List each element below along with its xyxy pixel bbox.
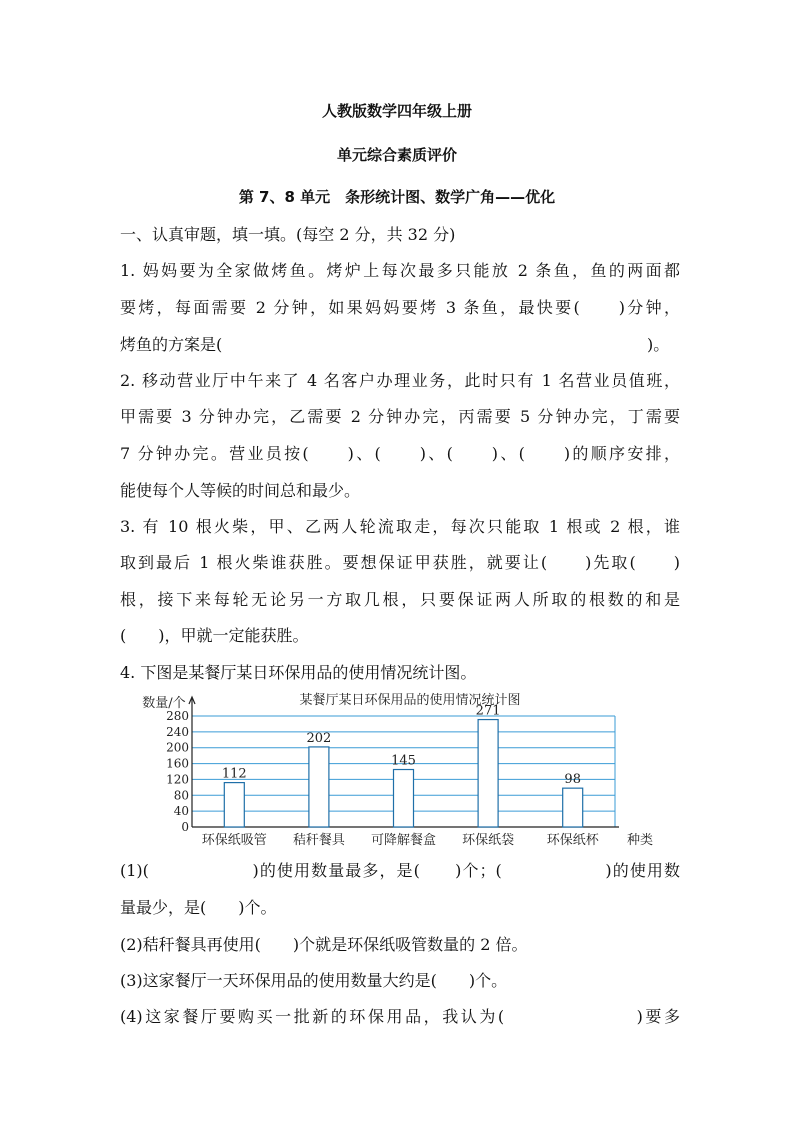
q4-part3: (3)这家餐厅一天环保用品的使用数量大约是( )个。 <box>120 971 508 990</box>
category-label: 环保纸杯 <box>546 833 599 848</box>
q2-line-2: 甲需要 3 分钟办完，乙需要 2 分钟办完，丙需要 5 分钟办完，丁需要 <box>120 407 680 426</box>
assessment-title: 单元综合素质评价 <box>336 146 457 164</box>
q1-line-1: 1. 妈妈要为全家做烤鱼。烤炉上每次最多只能放 2 条鱼，鱼的两面都 <box>120 261 680 280</box>
q4-part2: (2)秸秆餐具再使用( )个就是环保纸吸管数量的 2 倍。 <box>120 935 528 954</box>
category-label: 环保纸吸管 <box>201 833 267 848</box>
q4-part1-line-2: 量最少，是( )个。 <box>120 898 277 917</box>
y-tick-label: 40 <box>173 804 189 819</box>
y-tick-label: 240 <box>166 724 189 739</box>
q2-line-1: 2. 移动营业厅中午来了 4 名客户办理业务，此时只有 1 名营业员值班， <box>120 371 680 390</box>
section-heading: 一、认真审题，填一填。(每空 2 分，共 32 分) <box>120 225 456 244</box>
bar <box>224 783 244 827</box>
y-axis-label: 数量/个 <box>142 696 186 711</box>
bar-value-label: 145 <box>391 753 416 769</box>
book-title: 人教版数学四年级上册 <box>321 102 472 120</box>
q4-part4: (4)这家餐厅要购买一批新的环保用品，我认为( )要多 <box>120 1007 680 1026</box>
chart-title: 某餐厅某日环保用品的使用情况统计图 <box>299 693 521 708</box>
category-label: 秸秆餐具 <box>292 833 345 848</box>
y-tick-label: 200 <box>166 740 189 755</box>
bar-value-label: 271 <box>475 703 501 719</box>
q1-scheme-label: 烤鱼的方案是( <box>120 335 223 354</box>
y-tick-label: 120 <box>166 772 189 787</box>
bar <box>309 747 329 827</box>
q1-scheme-close: )。 <box>647 335 670 354</box>
q3-line-2: 取到最后 1 根火柴谁获胜。要想保证甲获胜，就要让( )先取( ) <box>120 553 680 572</box>
q4-intro: 4. 下图是某餐厅某日环保用品的使用情况统计图。 <box>120 663 477 682</box>
usage-bar-chart <box>140 690 700 850</box>
q3-line-1: 3. 有 10 根火柴，甲、乙两人轮流取走，每次只能取 1 根或 2 根，谁 <box>120 517 680 536</box>
q2-line-3: 7 分钟办完。营业员按( )、( )、( )、( )的顺序安排， <box>120 444 680 463</box>
x-axis-label: 种类 <box>626 833 654 848</box>
bar <box>478 720 498 827</box>
y-tick-label: 160 <box>166 756 189 771</box>
category-label: 环保纸袋 <box>462 833 515 848</box>
q3-line-4: ( )，甲就一定能获胜。 <box>120 626 309 645</box>
bar <box>394 770 414 827</box>
q2-line-4: 能使每个人等候的时间总和最少。 <box>120 481 361 500</box>
q3-line-3: 根，接下来每轮无论另一方取几根，只要保证两人所取的根数的和是 <box>120 590 680 609</box>
bar <box>563 788 583 827</box>
y-tick-label: 0 <box>181 820 189 834</box>
q1-line-3 <box>120 332 680 355</box>
y-tick-label: 80 <box>173 788 189 803</box>
bar-value-label: 98 <box>564 772 581 788</box>
bar-value-label: 202 <box>306 730 332 746</box>
q1-line-2: 要烤，每面需要 2 分钟，如果妈妈要烤 3 条鱼，最快要( )分钟， <box>120 298 680 317</box>
y-tick-label: 280 <box>166 709 189 723</box>
bar-value-label: 112 <box>221 766 247 782</box>
unit-title: 第 7、8 单元 条形统计图、数学广角——优化 <box>238 188 556 206</box>
q4-part1-line-1: (1)( )的使用数量最多，是( )个；( )的使用数 <box>120 861 680 880</box>
category-label: 可降解餐盒 <box>370 833 437 848</box>
